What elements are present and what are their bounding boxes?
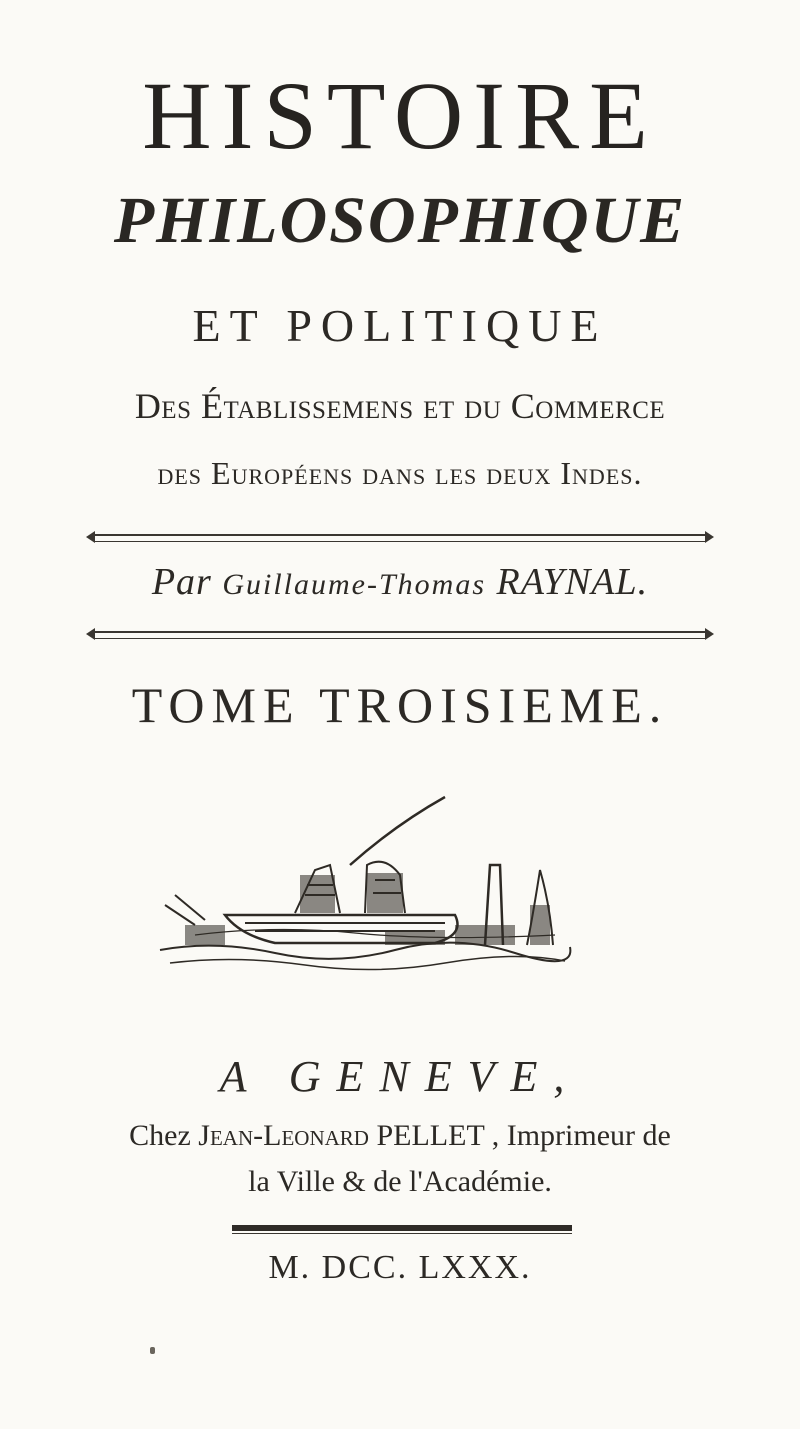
ship-vignette-icon bbox=[155, 785, 575, 975]
subtitle-line-1: Des Établissemens et du Commerce bbox=[134, 386, 666, 426]
author-prefix: Par bbox=[151, 561, 212, 603]
volume-label: TOME TROISIEME. bbox=[131, 677, 669, 733]
publisher-rest: PELLET , Imprimeur de bbox=[376, 1119, 671, 1152]
author-given-names: Guillaume-Thomas bbox=[222, 568, 486, 601]
author-surname: RAYNAL. bbox=[496, 561, 649, 603]
author-rule-bottom bbox=[95, 631, 705, 639]
imprint-publisher-line-2: la Ville & de l'Académie. bbox=[248, 1165, 552, 1198]
title-histoire: HISTOIRE bbox=[142, 62, 658, 169]
author-line bbox=[0, 563, 800, 601]
printer-mark bbox=[150, 1347, 155, 1354]
title-et-politique: ET POLITIQUE bbox=[192, 300, 608, 351]
author-rule-top bbox=[95, 534, 705, 542]
imprint-place: A GENEVE, bbox=[219, 1052, 581, 1101]
publisher-prefix: Chez bbox=[129, 1119, 191, 1152]
title-philosophique: PHILOSOPHIQUE bbox=[113, 184, 687, 257]
publisher-given-name: Jean-Leonard bbox=[198, 1119, 369, 1152]
subtitle-line-2: des Européens dans les deux Indes. bbox=[157, 455, 643, 491]
imprint-date: M. DCC. LXXX. bbox=[268, 1249, 532, 1286]
imprint-rule-thin bbox=[232, 1233, 572, 1234]
imprint-publisher-line-1 bbox=[0, 1121, 800, 1151]
imprint-rule bbox=[232, 1225, 572, 1231]
